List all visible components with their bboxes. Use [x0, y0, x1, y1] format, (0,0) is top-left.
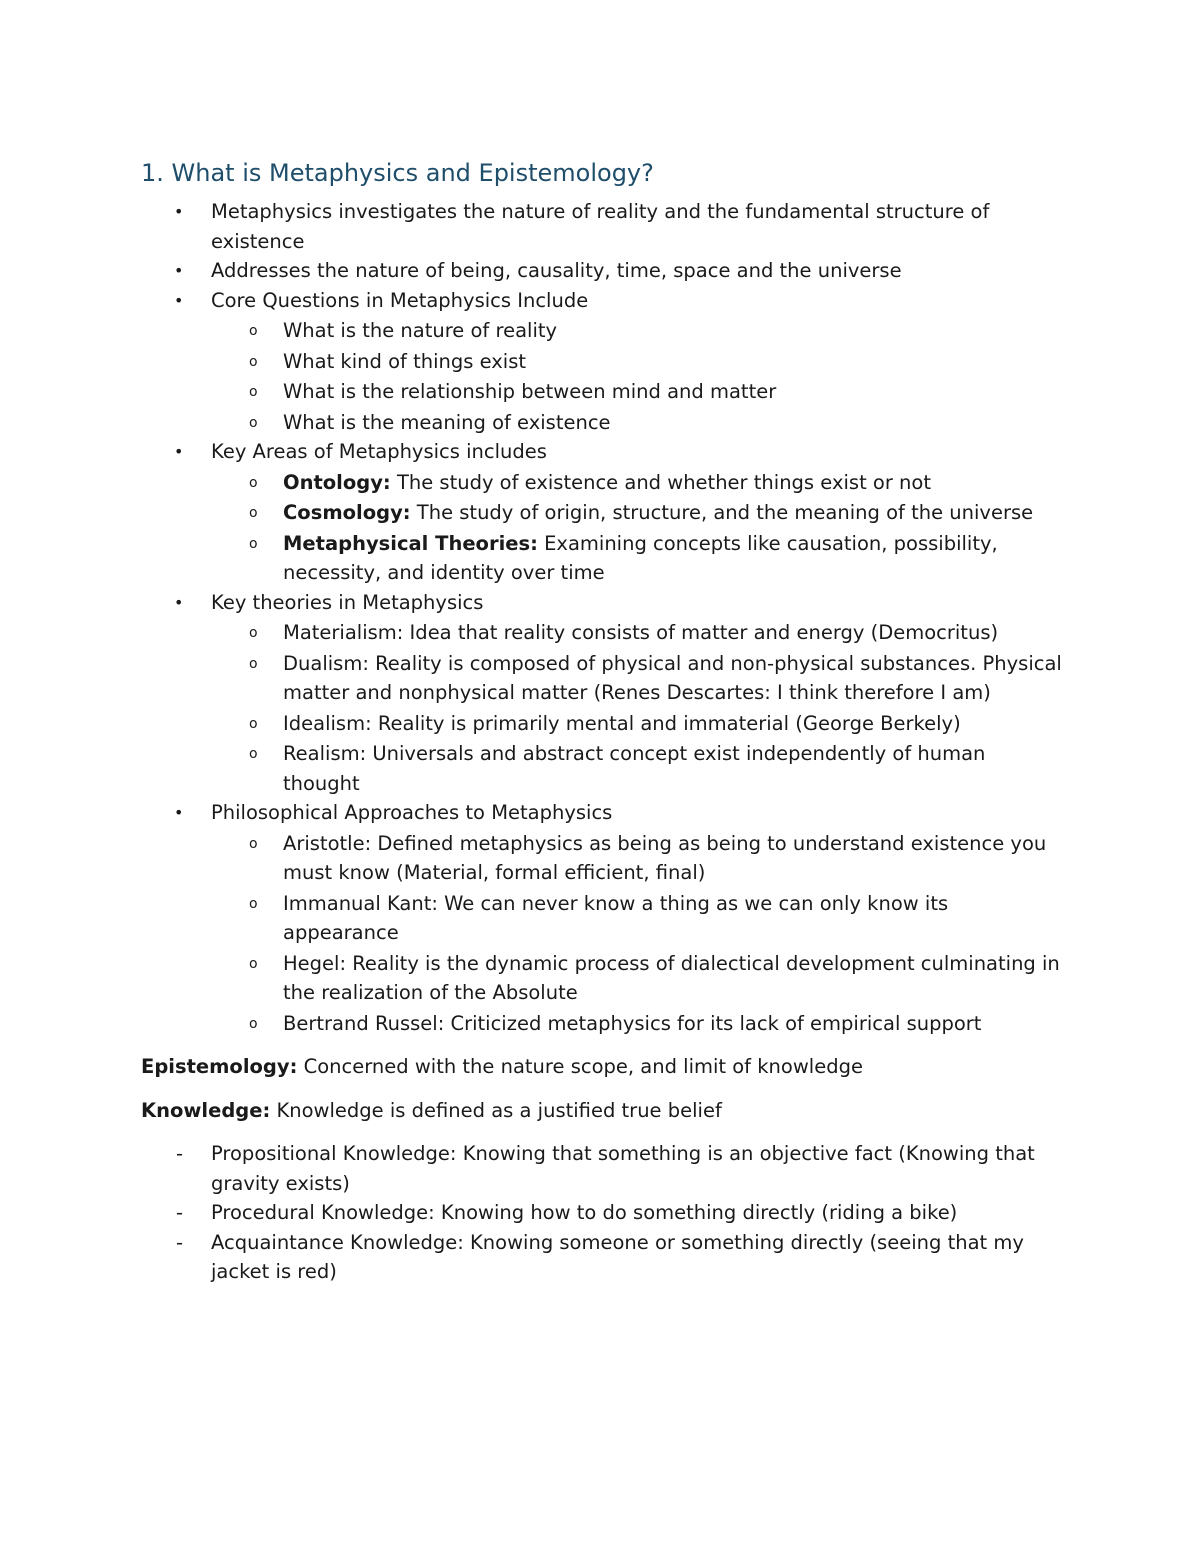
bullet-marker: • — [174, 261, 184, 280]
dash-marker: - — [176, 1201, 184, 1224]
bullet-text: Metaphysics investigates the nature of reality and the fundamental structure of existence — [211, 200, 990, 253]
bullet-item — [141, 256, 1066, 286]
sub-bullet-list — [141, 468, 1066, 588]
sub-bullet-marker: o — [249, 505, 258, 521]
sub-bullet-list — [141, 618, 1066, 798]
sub-bullet-content — [283, 829, 1066, 888]
bullet-item — [141, 588, 1066, 799]
sub-bullet-marker: o — [249, 1015, 258, 1032]
sub-bullet-text: What is the relationship between mind and matter — [283, 380, 777, 403]
bullet-item — [141, 197, 1066, 256]
sub-bullet-content — [283, 529, 1066, 588]
knowledge-paragraph — [141, 1096, 1066, 1126]
sub-bullet-content — [283, 408, 1066, 438]
page-title: 1. What is Metaphysics and Epistemology? — [141, 159, 654, 187]
knowledge-type-item — [141, 1198, 1066, 1228]
knowledge-types-list — [141, 1139, 1066, 1287]
sub-bullet-text: What is the meaning of existence — [283, 410, 611, 434]
sub-bullet-marker: o — [249, 655, 258, 672]
sub-bullet-text: Materialism: Idea that reality consists of matter and energy (Democritus) — [283, 621, 999, 644]
sub-bullet-content — [283, 649, 1066, 708]
sub-bullet-item — [141, 408, 1066, 438]
sub-bullet-content — [283, 377, 1066, 407]
bullet-marker: • — [174, 442, 184, 461]
sub-bullet-text: Aristotle: Defined metaphysics as being as being to understand existence you must know (Material, formal efficient, final) — [283, 831, 1047, 884]
sub-bullet-text: Idealism: Reality is primarily mental and immaterial (George Berkely) — [283, 711, 961, 735]
sub-bullet-item — [141, 618, 1066, 648]
sub-bullet-text: The study of existence and whether things exist or not — [396, 470, 931, 494]
bullet-item — [141, 437, 1066, 588]
sub-bullet-content — [283, 468, 1066, 498]
sub-bullet-text: Dualism: Reality is composed of physical and non-physical substances. Physical matter and nonphysical matter (Renes Descartes: I think therefore I am) — [283, 651, 1062, 704]
knowledge-type-item — [141, 1139, 1066, 1198]
document-body — [141, 197, 1066, 1287]
sub-bullet-text: Immanual Kant: We can never know a thing as we can only know its appearance — [283, 891, 949, 944]
sub-bullet-content — [283, 316, 1066, 346]
sub-bullet-item — [141, 498, 1066, 528]
sub-bullet-marker: o — [249, 384, 258, 400]
bullet-item — [141, 798, 1066, 1038]
knowledge-type-text: Propositional Knowledge: Knowing that something is an objective fact (Knowing that gravity exists) — [211, 1142, 1035, 1195]
sub-bullet-marker: o — [249, 414, 258, 431]
dash-marker: - — [176, 1230, 184, 1254]
sub-bullet-text: What kind of things exist — [283, 349, 527, 373]
sub-bullet-marker: o — [249, 474, 258, 491]
sub-bullet-marker: o — [249, 895, 258, 912]
sub-bullet-content — [283, 739, 1066, 798]
bullet-text: Core Questions in Metaphysics Include — [211, 288, 589, 312]
sub-bullet-item — [141, 529, 1066, 588]
bullet-text: Addresses the nature of being, causality, time, space and the universe — [211, 259, 902, 282]
sub-bullet-content — [283, 347, 1066, 377]
epistemology-text: Concerned with the nature scope, and limit of knowledge — [303, 1055, 863, 1078]
sub-bullet-item — [141, 347, 1066, 377]
knowledge-text: Knowledge is defined as a justified true belief — [276, 1098, 722, 1122]
epistemology-paragraph — [141, 1052, 1066, 1082]
sub-bullet-marker: o — [249, 955, 258, 972]
sub-bullet-text: Realism: Universals and abstract concept exist independently of human thought — [283, 742, 986, 795]
sub-bullet-item — [141, 829, 1066, 888]
sub-bullet-text: The study of origin, structure, and the meaning of the universe — [416, 501, 1034, 524]
epistemology-label: Epistemology: — [141, 1055, 298, 1078]
sub-bullet-text: Examining concepts like causation, possibility, necessity, and identity over time — [283, 531, 998, 584]
sub-bullet-content — [283, 949, 1066, 1008]
sub-bullet-marker: o — [249, 746, 258, 762]
sub-bullet-marker: o — [249, 625, 258, 641]
sub-bullet-text: What is the nature of reality — [283, 319, 558, 342]
sub-bullet-marker: o — [249, 715, 258, 732]
sub-bullet-item — [141, 316, 1066, 346]
bullet-text: Key theories in Metaphysics — [211, 590, 484, 614]
bullet-marker: • — [174, 290, 184, 310]
knowledge-type-item — [141, 1228, 1066, 1287]
sub-bullet-item — [141, 739, 1066, 798]
knowledge-type-text: Procedural Knowledge: Knowing how to do something directly (riding a bike) — [211, 1201, 958, 1224]
sub-bullet-content — [283, 889, 1066, 948]
sub-bullet-item — [141, 709, 1066, 739]
sub-bullet-item — [141, 949, 1066, 1008]
sub-bullet-item — [141, 1009, 1066, 1039]
knowledge-type-text: Acquaintance Knowledge: Knowing someone or something directly (seeing that my jacket is red) — [211, 1230, 1024, 1283]
sub-bullet-marker: o — [249, 835, 258, 852]
sub-bullet-item — [141, 889, 1066, 948]
bullet-marker: • — [174, 202, 184, 221]
bullet-text: Philosophical Approaches to Metaphysics — [211, 801, 613, 824]
bullet-item — [141, 286, 1066, 438]
sub-bullet-list — [141, 829, 1066, 1039]
knowledge-label: Knowledge: — [141, 1098, 271, 1122]
term-label: Metaphysical Theories: — [283, 531, 538, 555]
bullet-marker: • — [174, 803, 184, 822]
sub-bullet-marker: o — [249, 535, 258, 552]
sub-bullet-item — [141, 649, 1066, 708]
sub-bullet-list — [141, 316, 1066, 437]
bullet-marker: • — [174, 592, 184, 612]
sub-bullet-content — [283, 498, 1066, 528]
term-label: Cosmology: — [283, 501, 411, 524]
bullet-text: Key Areas of Metaphysics includes — [211, 440, 547, 463]
sub-bullet-content — [283, 709, 1066, 739]
sub-bullet-content — [283, 618, 1066, 648]
sub-bullet-item — [141, 468, 1066, 498]
sub-bullet-marker: o — [249, 353, 258, 370]
sub-bullet-content — [283, 1009, 1066, 1039]
dash-marker: - — [176, 1142, 184, 1165]
sub-bullet-marker: o — [249, 323, 258, 339]
term-label: Ontology: — [283, 470, 391, 494]
sub-bullet-text: Bertrand Russel: Criticized metaphysics for its lack of empirical support — [283, 1011, 982, 1035]
sub-bullet-item — [141, 377, 1066, 407]
sub-bullet-text: Hegel: Reality is the dynamic process of dialectical development culminating in the realization of the Absolute — [283, 951, 1060, 1004]
document-page — [141, 156, 1066, 1287]
main-bullet-list — [141, 197, 1066, 1038]
